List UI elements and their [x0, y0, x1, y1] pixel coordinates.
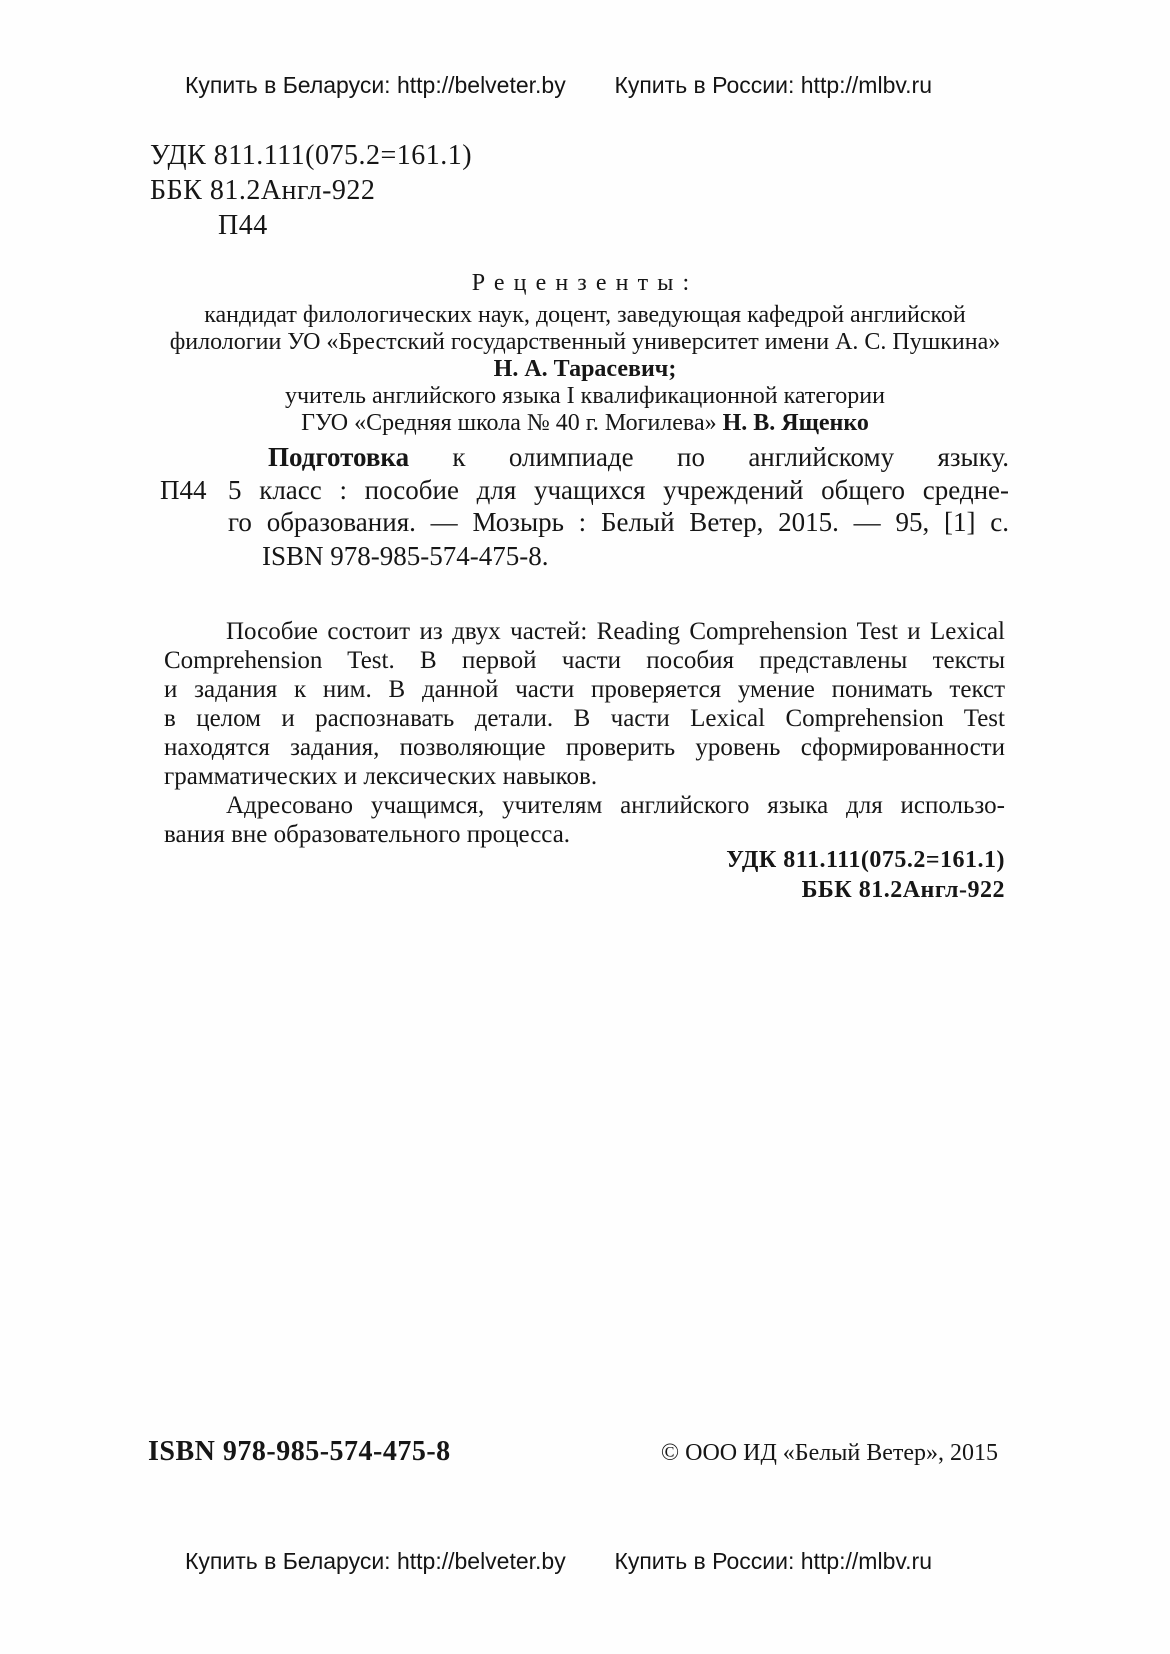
book-title-rest: к олимпиаде по английскому языку. [409, 442, 1009, 472]
header-links-row [185, 72, 932, 99]
bbk-number: ББК 81.2Англ-922 [150, 175, 376, 206]
reviewer-1-desc-line-1: кандидат филологических наук, доцент, заведующая кафедрой английской [204, 302, 966, 328]
reviewer-1-name: Н. А. Тарасевич; [493, 356, 677, 382]
udk-number-repeat: УДК 811.111(075.2=161.1) [726, 847, 1005, 873]
annotation-p1-l5: находятся задания, позволяющие проверить уровень сформированности [164, 734, 1005, 761]
catalog-line-2: 5 класс : пособие для учащихся учреждений общего средне- [228, 474, 1009, 505]
book-title: Подготовка [268, 442, 410, 472]
isbn-bold: ISBN 978-985-574-475-8 [148, 1436, 451, 1467]
reviewer-1-desc-line-2: филологии УО «Брестский государственный университет имени А. С. Пушкина» [169, 329, 1001, 355]
imprint-row [148, 1436, 998, 1468]
catalog-record [160, 441, 1009, 572]
reviewer-2-school: ГУО «Средняя школа № 40 г. Могилева» [301, 410, 723, 436]
annotation-p1-l2: Comprehension Test. В первой части пособия представлены тексты [164, 647, 1005, 674]
annotation-p1-l1: Пособие состоит из двух частей: Reading Comprehension Test и Lexical [226, 618, 1005, 645]
bbk-number-repeat: ББК 81.2Англ-922 [801, 876, 1005, 903]
reviewers-block [85, 270, 1085, 437]
annotation-p1-l3: и задания к ним. В данной части проверяется умение понимать текст [164, 676, 1005, 703]
buy-russia-link-bottom: Купить в России: http://mlbv.ru [614, 1548, 932, 1574]
reviewer-2-desc-line-2 [85, 410, 1085, 437]
footer-links-row [185, 1548, 932, 1575]
annotation-p2-l2: вания вне образовательного процесса. [164, 821, 571, 848]
annotation-p1-l6: грамматических и лексических навыков. [164, 763, 598, 790]
catalog-line-3: го образования. — Мозырь : Белый Ветер, 2015. — 95, [1] с. [228, 507, 1009, 537]
buy-belarus-link-top: Купить в Беларуси: http://belveter.by [185, 72, 566, 98]
catalog-isbn: ISBN 978-985-574-475-8. [262, 540, 549, 571]
reviewer-2-desc-line-1: учитель английского языка I квалификационной категории [284, 383, 885, 409]
annotation-p1-l4: в целом и распознавать детали. В части Lexical Comprehension Test [164, 705, 1005, 732]
udk-number: УДК 811.111(075.2=161.1) [150, 140, 473, 171]
classification-block [150, 138, 472, 243]
reviewer-2-name: Н. В. Ященко [722, 410, 869, 436]
annotation-p2-l1: Адресовано учащимся, учителям английского языка для использо- [226, 792, 1005, 819]
copyright-line: © ООО ИД «Белый Ветер», 2015 [660, 1440, 998, 1466]
catalog-author-sign: П44 [160, 474, 207, 505]
annotation-block [164, 617, 1005, 849]
classification-repeat-block [164, 846, 1005, 905]
buy-belarus-link-bottom: Купить в Беларуси: http://belveter.by [185, 1548, 566, 1574]
buy-russia-link-top: Купить в России: http://mlbv.ru [614, 72, 932, 98]
author-sign: П44 [218, 210, 268, 241]
reviewers-heading: Рецензенты: [471, 270, 699, 296]
catalog-title-line [228, 441, 1009, 474]
